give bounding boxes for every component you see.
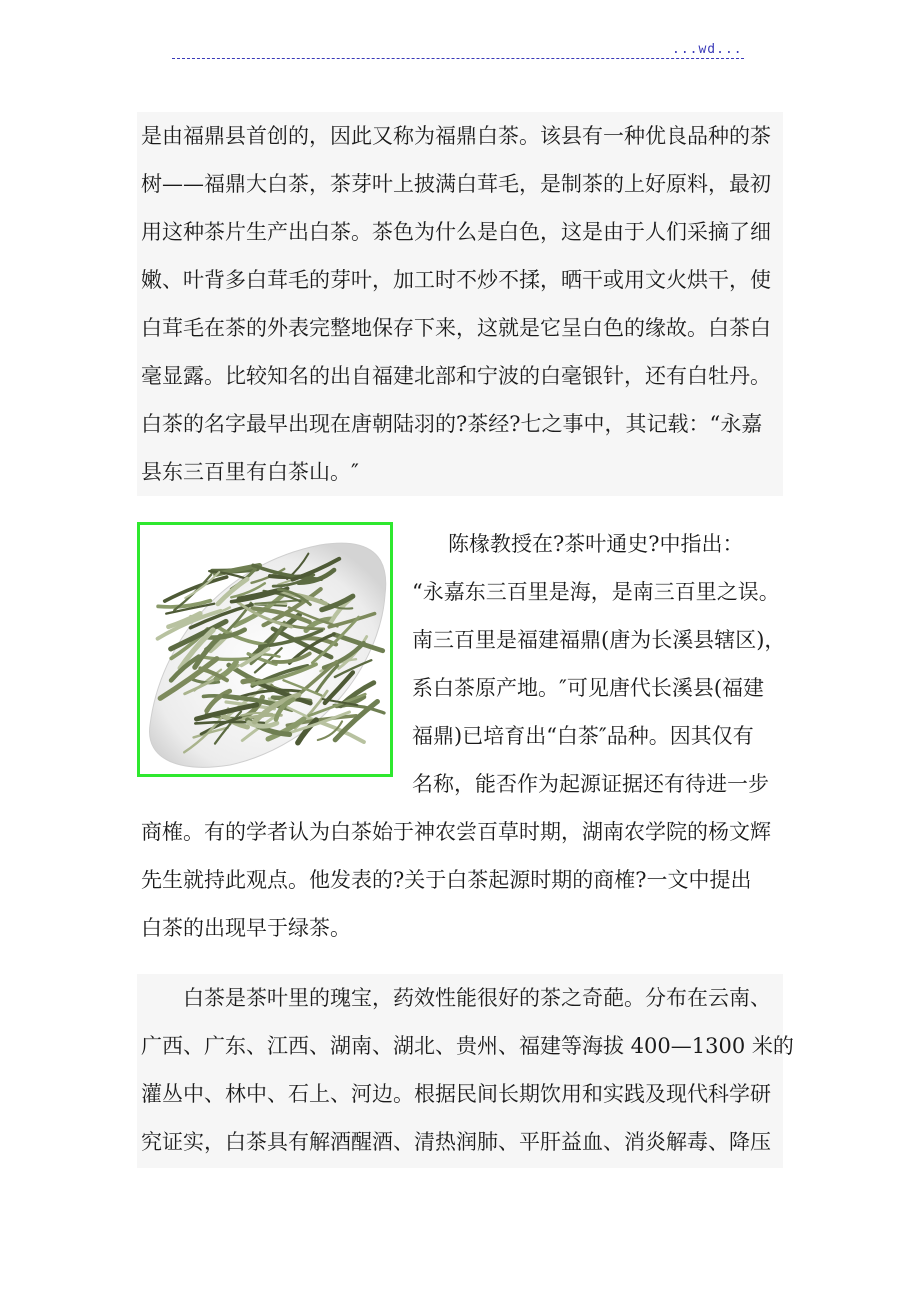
section1-line: 树——福鼎大白茶，茶芽叶上披满白茸毛，是制茶的上好原料，最初 xyxy=(141,172,771,196)
full-line: 商榷。有的学者认为白茶始于神农尝百草时期，湖南农学院的杨文辉 xyxy=(141,820,771,844)
section1-line: 毫显露。比较知名的出自福建北部和宁波的白毫银针，还有白牡丹。 xyxy=(141,364,771,388)
full-line: 白茶的出现早于绿茶。 xyxy=(141,916,351,940)
header-rule xyxy=(172,58,744,59)
side-line: “永嘉东三百里是海，是南三百里之误。 xyxy=(412,580,780,604)
section1-line: 县东三百里有白茶山。″ xyxy=(141,460,359,484)
header-mark: ...wd... xyxy=(672,42,743,57)
section1-line: 用这种茶片生产出白茶。茶色为什么是白色，这是由于人们采摘了细 xyxy=(141,220,771,244)
section1-line: 嫩、叶背多白茸毛的芽叶，加工时不炒不揉，晒干或用文火烘干，使 xyxy=(141,268,771,292)
section3-line: 究证实，白茶具有解酒醒酒、清热润肺、平肝益血、消炎解毒、降压 xyxy=(141,1130,771,1154)
white-tea-photo xyxy=(137,522,393,777)
side-line: 福鼎)已培育出“白茶″品种。因其仅有 xyxy=(412,724,754,748)
section3-line: 白茶是茶叶里的瑰宝，药效性能很好的茶之奇葩。分布在云南、 xyxy=(183,986,771,1010)
section1-line: 白茸毛在茶的外表完整地保存下来，这就是它呈白色的缘故。白茶白 xyxy=(141,316,771,340)
section1-line: 是由福鼎县首创的，因此又称为福鼎白茶。该县有一种优良品种的茶 xyxy=(141,124,771,148)
side-line: 名称，能否作为起源证据还有待进一步 xyxy=(412,772,769,796)
section3-line: 广西、广东、江西、湖南、湖北、贵州、福建等海拔 400—1300 米的 xyxy=(141,1034,794,1058)
section1-line: 白茶的名字最早出现在唐朝陆羽的?茶经?七之事中，其记载：“永嘉 xyxy=(141,412,763,436)
side-line: 陈椽教授在?茶叶通史?中指出： xyxy=(448,532,744,556)
tea-leaves-illustration xyxy=(140,525,390,774)
full-line: 先生就持此观点。他发表的?关于白茶起源时期的商榷?一文中提出 xyxy=(141,868,752,892)
side-line: 系白茶原产地。″可见唐代长溪县(福建 xyxy=(412,676,765,700)
side-line: 南三百里是福建福鼎(唐为长溪县辖区)， xyxy=(412,628,786,652)
section3-line: 灌丛中、林中、石上、河边。根据民间长期饮用和实践及现代科学研 xyxy=(141,1082,771,1106)
section1-background xyxy=(137,112,783,496)
